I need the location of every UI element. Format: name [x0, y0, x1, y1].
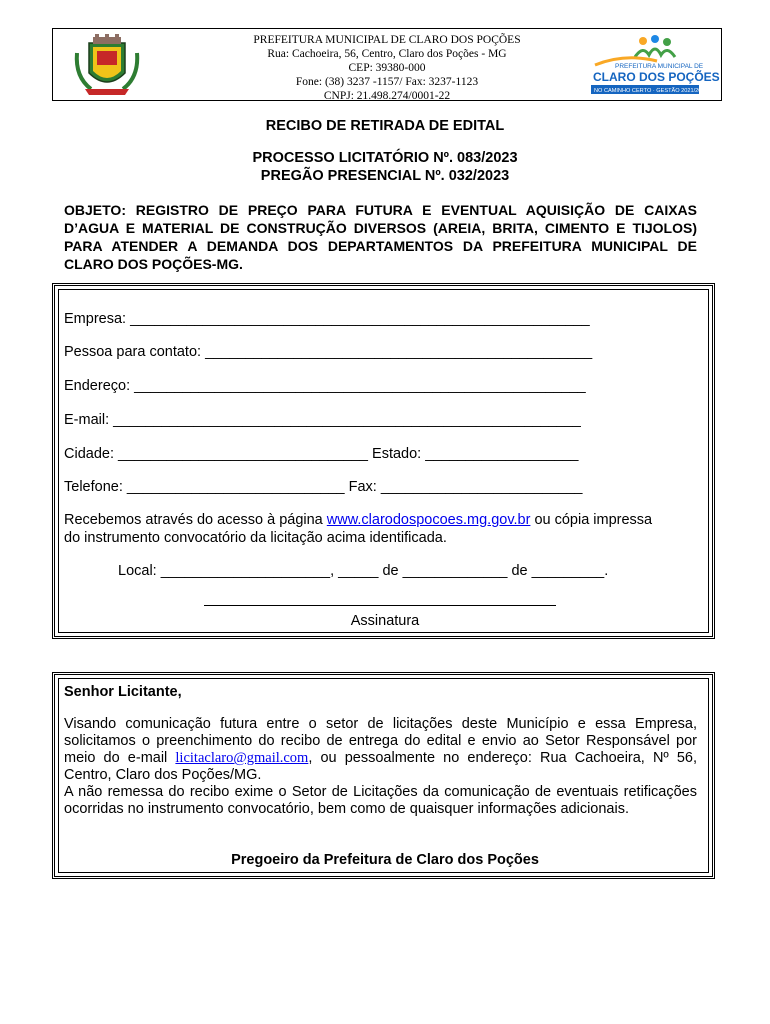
processo-number: PROCESSO LICITATÓRIO Nº. 083/2023 — [252, 150, 518, 166]
letterhead-line: CEP: 39380-000 — [348, 62, 426, 74]
letterhead-line: CNPJ: 21.498.274/0001-22 — [323, 90, 451, 102]
site-link[interactable]: www.clarodospocoes.mg.gov.br — [326, 512, 531, 528]
local-date-field[interactable]: Local: _____________________, _____ de _____________ de _________. — [118, 563, 609, 579]
letterhead-text — [173, 33, 601, 103]
logo-big-text: CLARO DOS POÇÕES — [593, 70, 720, 84]
signature-line[interactable] — [204, 605, 556, 606]
receb-text: Recebemos através do acesso à página — [64, 512, 327, 528]
notice-text-post: , ou pessoalmente no endereço: Rua Cachoeira, Nº 56, Centro, Claro dos Poções/MG. — [64, 750, 698, 783]
telefone-fax-field[interactable]: Telefone: ___________________________ Fax: _________________________ — [64, 479, 583, 495]
letterhead — [52, 28, 722, 101]
contato-field[interactable]: Pessoa para contato: ________________________________________________ — [64, 344, 593, 360]
logo-small-text: PREFEITURA MUNICIPAL DE — [615, 63, 704, 70]
pregao-number: PREGÃO PRESENCIAL Nº. 032/2023 — [260, 168, 510, 184]
endereco-field[interactable]: Endereço: ________________________________________________________ — [64, 378, 586, 394]
page-title: RECIBO DE RETIRADA DE EDITAL — [265, 118, 505, 134]
empresa-field[interactable]: Empresa: _________________________________________________________ — [64, 311, 590, 327]
receb-line-1 — [64, 512, 652, 528]
municipal-crest-icon — [71, 33, 143, 97]
notice-body — [64, 716, 697, 818]
notice-footer: Pregoeiro da Prefeitura de Claro dos Poções — [231, 852, 539, 868]
notice-heading: Senhor Licitante, — [64, 684, 182, 700]
objeto-paragraph: OBJETO: REGISTRO DE PREÇO PARA FUTURA E EVENTUAL AQUISIÇÃO DE CAIXAS D’AGUA E MATERIAL DE CONSTRUÇÃO DIVERSOS (AREIA, BRITA, CIMENTO E TIJOLOS) PARA ATENDER A DEMANDA DOS DEPARTAMENTOS DA PREFEITURA MUNICIPAL DE CLARO DOS POÇÕES-MG. — [64, 202, 697, 272]
logo-tag-text: NO CAMINHO CERTO · GESTÃO 2021/2024 — [594, 88, 708, 94]
notice-paragraph-1 — [64, 716, 697, 784]
signature-label: Assinatura — [350, 613, 420, 629]
receb-text-post: ou cópia impressa — [530, 512, 653, 528]
letterhead-line: Fone: (38) 3237 -1157/ Fax: 3237-1123 — [295, 76, 479, 88]
receb-line-2: do instrumento convocatório da licitação acima identificada. — [64, 530, 447, 546]
letterhead-line: Rua: Cachoeira, 56, Centro, Claro dos Poções - MG — [267, 48, 507, 60]
notice-paragraph-2: A não remessa do recibo exime o Setor de Licitações da comunicação de eventuais retificações ocorridas no instrumento convocatório, bem como de quaisquer informações adicionais. — [64, 784, 697, 817]
notice-text: Visando comunicação futura entre o setor de licitações deste Município e essa Empresa, solicitamos o preenchimento do recibo de entrega do edital e envio ao Setor Responsável por meio do e-mail — [64, 716, 697, 766]
letterhead-line: PREFEITURA MUNICIPAL DE CLARO DOS POÇÕES — [253, 34, 521, 46]
city-logo-icon — [585, 35, 720, 97]
email-link[interactable]: licitaclaro@gmail.com — [175, 750, 309, 766]
cidade-estado-field[interactable]: Cidade: _______________________________ Estado: ___________________ — [64, 446, 579, 462]
email-field[interactable]: E-mail: __________________________________________________________ — [64, 412, 581, 428]
